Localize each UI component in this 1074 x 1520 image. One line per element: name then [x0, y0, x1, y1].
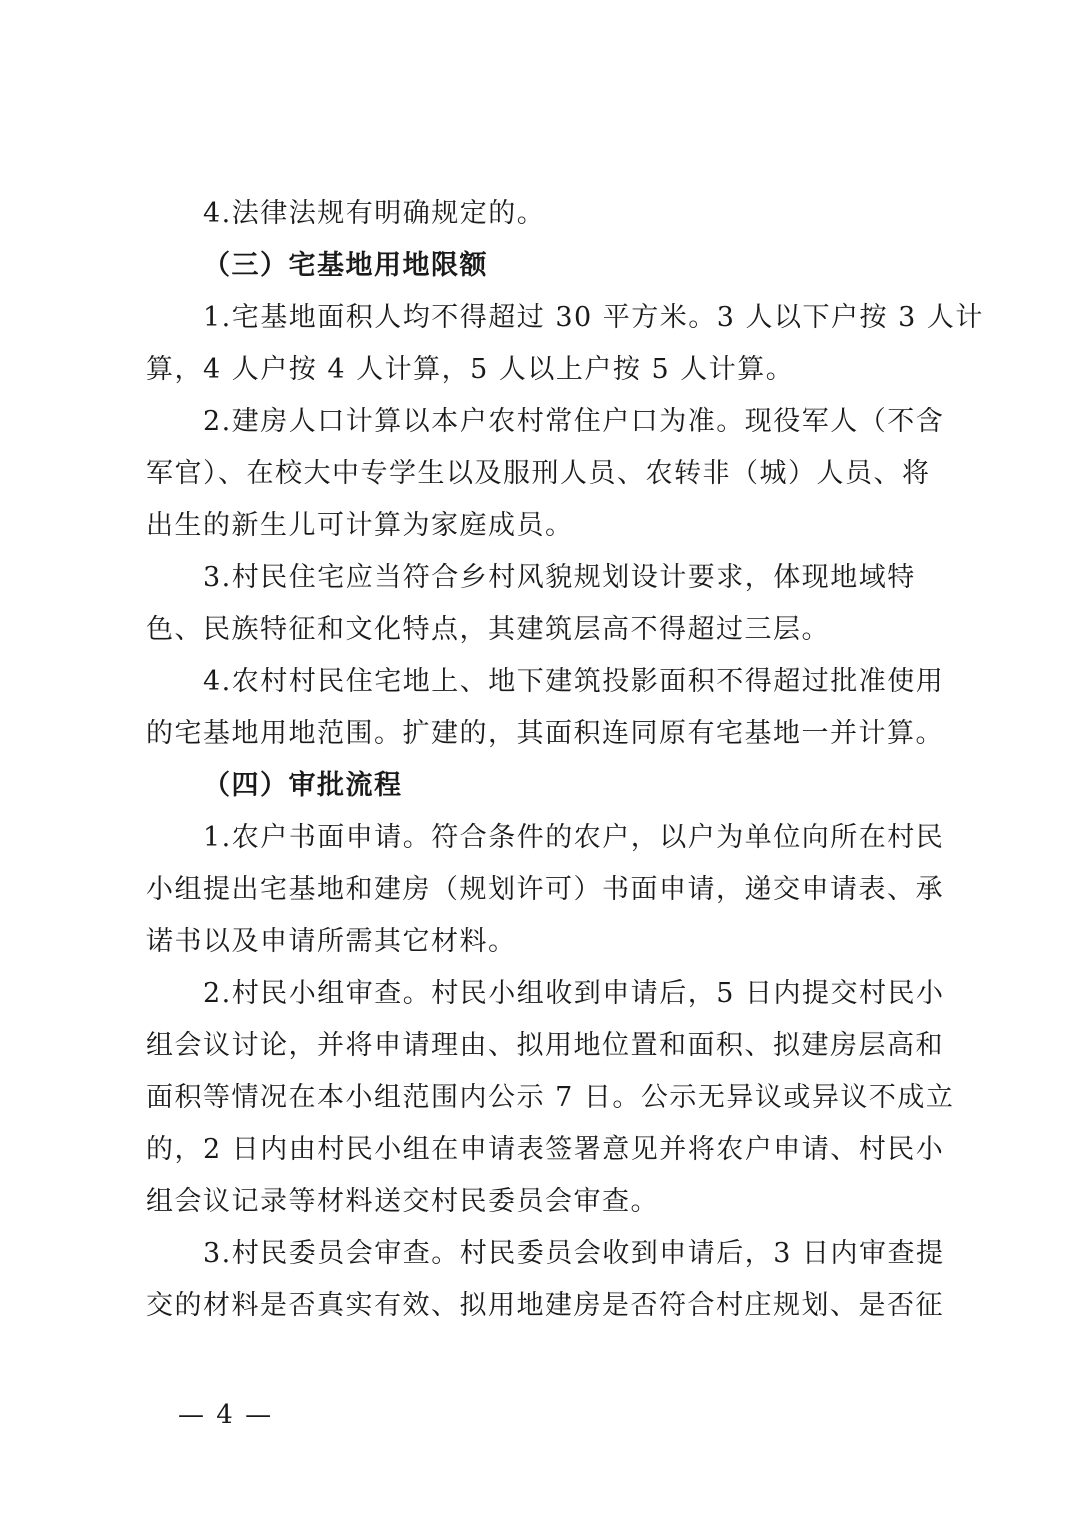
paragraph-line: 2.村民小组审查。村民小组收到申请后，5 日内提交村民小: [203, 978, 945, 1009]
paragraph-line: 色、民族特征和文化特点，其建筑层高不得超过三层。: [146, 614, 830, 645]
paragraph-line: 小组提出宅基地和建房（规划许可）书面申请，递交申请表、承: [146, 874, 944, 905]
paragraph-line: 2.建房人口计算以本户农村常住户口为准。现役军人（不含: [203, 406, 945, 437]
paragraph-line: 3.村民委员会审查。村民委员会收到申请后，3 日内审查提: [203, 1238, 945, 1269]
paragraph-line: 3.村民住宅应当符合乡村风貌规划设计要求，体现地域特: [203, 562, 916, 593]
paragraph-line: 的，2 日内由村民小组在申请表签署意见并将农户申请、村民小: [146, 1134, 945, 1165]
paragraph-line: 1.宅基地面积人均不得超过 30 平方米。3 人以下户按 3 人计: [203, 302, 984, 333]
paragraph-line: 算，4 人户按 4 人计算，5 人以上户按 5 人计算。: [146, 354, 795, 385]
paragraph-line: 组会议讨论，并将申请理由、拟用地位置和面积、拟建房层高和: [146, 1030, 944, 1061]
paragraph-line: 组会议记录等材料送交村民委员会审查。: [146, 1186, 659, 1217]
paragraph-line: 出生的新生儿可计算为家庭成员。: [146, 510, 574, 541]
paragraph-line: 1.农户书面申请。符合条件的农户，以户为单位向所在村民: [203, 822, 945, 853]
section-heading: （三）宅基地用地限额: [203, 250, 488, 281]
paragraph-line: 面积等情况在本小组范围内公示 7 日。公示无异议或异议不成立: [146, 1082, 955, 1113]
page-number: — 4 —: [178, 1400, 274, 1430]
paragraph-line: 4.农村村民住宅地上、地下建筑投影面积不得超过批准使用: [203, 666, 945, 697]
paragraph-line: 4.法律法规有明确规定的。: [203, 198, 546, 229]
paragraph-line: 的宅基地用地范围。扩建的，其面积连同原有宅基地一并计算。: [146, 718, 944, 749]
document-body: [146, 188, 984, 1332]
paragraph-line: 军官）、在校大中专学生以及服刑人员、农转非（城）人员、将: [146, 458, 931, 489]
section-heading: （四）审批流程: [203, 770, 403, 801]
paragraph-line: 诺书以及申请所需其它材料。: [146, 926, 517, 957]
paragraph-line: 交的材料是否真实有效、拟用地建房是否符合村庄规划、是否征: [146, 1290, 944, 1321]
